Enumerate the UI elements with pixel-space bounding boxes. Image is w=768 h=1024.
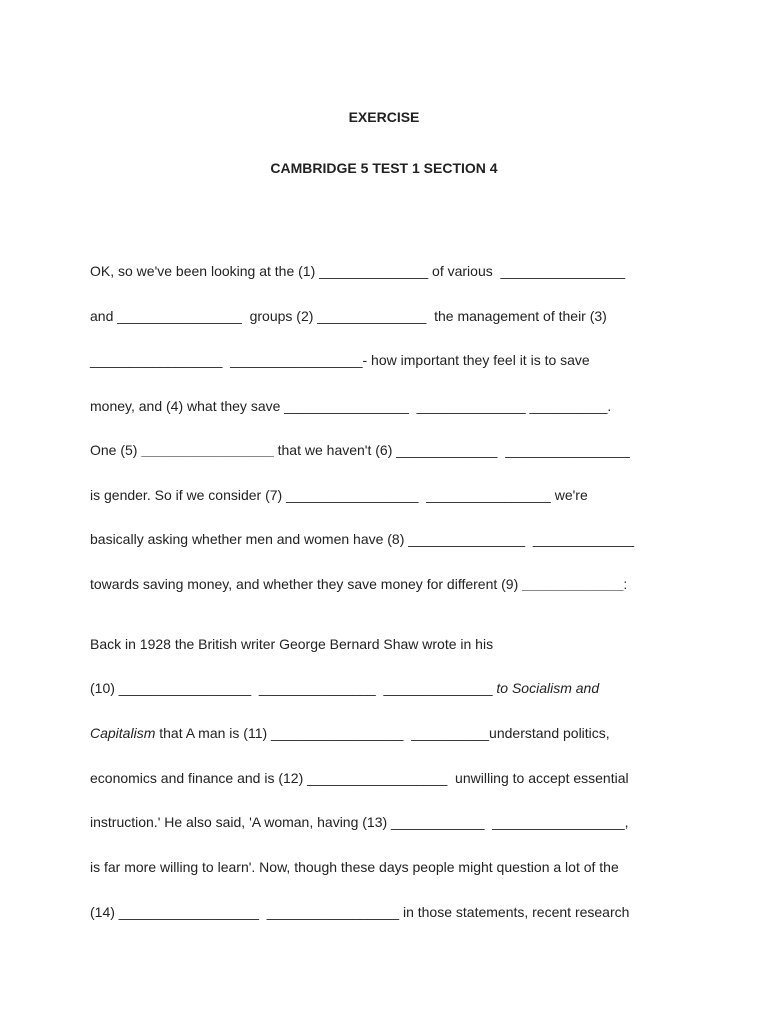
text-segment: _________________ _________________- how important they feel it is to save xyxy=(90,352,590,368)
text-line xyxy=(90,769,629,787)
exercise-title: EXERCISE xyxy=(348,109,420,125)
text-line xyxy=(90,724,610,742)
text-segment: that A man is (11) _________________ __________understand politics, xyxy=(155,725,610,741)
text-segment: towards saving money, and whether they save money for different (9) xyxy=(90,576,523,592)
text-line xyxy=(90,903,629,921)
text-segment: Back in 1928 the British writer George Bernard Shaw wrote in his xyxy=(90,636,494,652)
text-line xyxy=(90,486,588,504)
text-segment: instruction.' He also said, 'A woman, having (13) ____________ _________________, xyxy=(90,814,629,830)
text-segment: _________________ xyxy=(141,442,274,458)
text-line xyxy=(90,575,627,593)
text-segment: _____________ xyxy=(522,576,624,592)
text-line xyxy=(90,441,630,459)
text-line xyxy=(90,530,634,548)
exercise-subtitle: CAMBRIDGE 5 TEST 1 SECTION 4 xyxy=(270,160,498,176)
text-segment: : xyxy=(623,576,628,592)
text-segment: is gender. So if we consider (7) _________________ ________________ we're xyxy=(90,487,588,503)
text-line xyxy=(90,858,619,876)
text-line xyxy=(90,262,625,280)
text-line xyxy=(90,351,590,369)
text-segment: OK, so we've been looking at the (1) ______________ of various ________________ xyxy=(90,263,626,279)
text-line xyxy=(90,635,493,653)
text-segment: (10) _________________ _______________ ______________ xyxy=(90,680,497,696)
text-segment: money, and (4) what they save ________________ ______________ __________. xyxy=(90,398,612,414)
text-segment: basically asking whether men and women have (8) _______________ _____________ xyxy=(90,531,635,547)
text-segment: to Socialism and xyxy=(496,680,600,696)
text-segment: and ________________ groups (2) ______________ the management of their (3) xyxy=(90,308,607,324)
text-line xyxy=(90,307,607,325)
text-line xyxy=(90,397,611,415)
text-segment: (14) __________________ _________________ in those statements, recent research xyxy=(90,904,630,920)
text-line xyxy=(90,813,629,831)
text-segment: economics and finance and is (12) __________________ unwilling to accept essential xyxy=(90,770,629,786)
text-segment: that we haven't (6) _____________ ________________ xyxy=(273,442,630,458)
text-segment: Capitalism xyxy=(90,725,156,741)
text-line xyxy=(90,679,599,697)
text-segment: One (5) xyxy=(90,442,142,458)
text-segment: is far more willing to learn'. Now, though these days people might question a lot of the xyxy=(90,859,619,875)
